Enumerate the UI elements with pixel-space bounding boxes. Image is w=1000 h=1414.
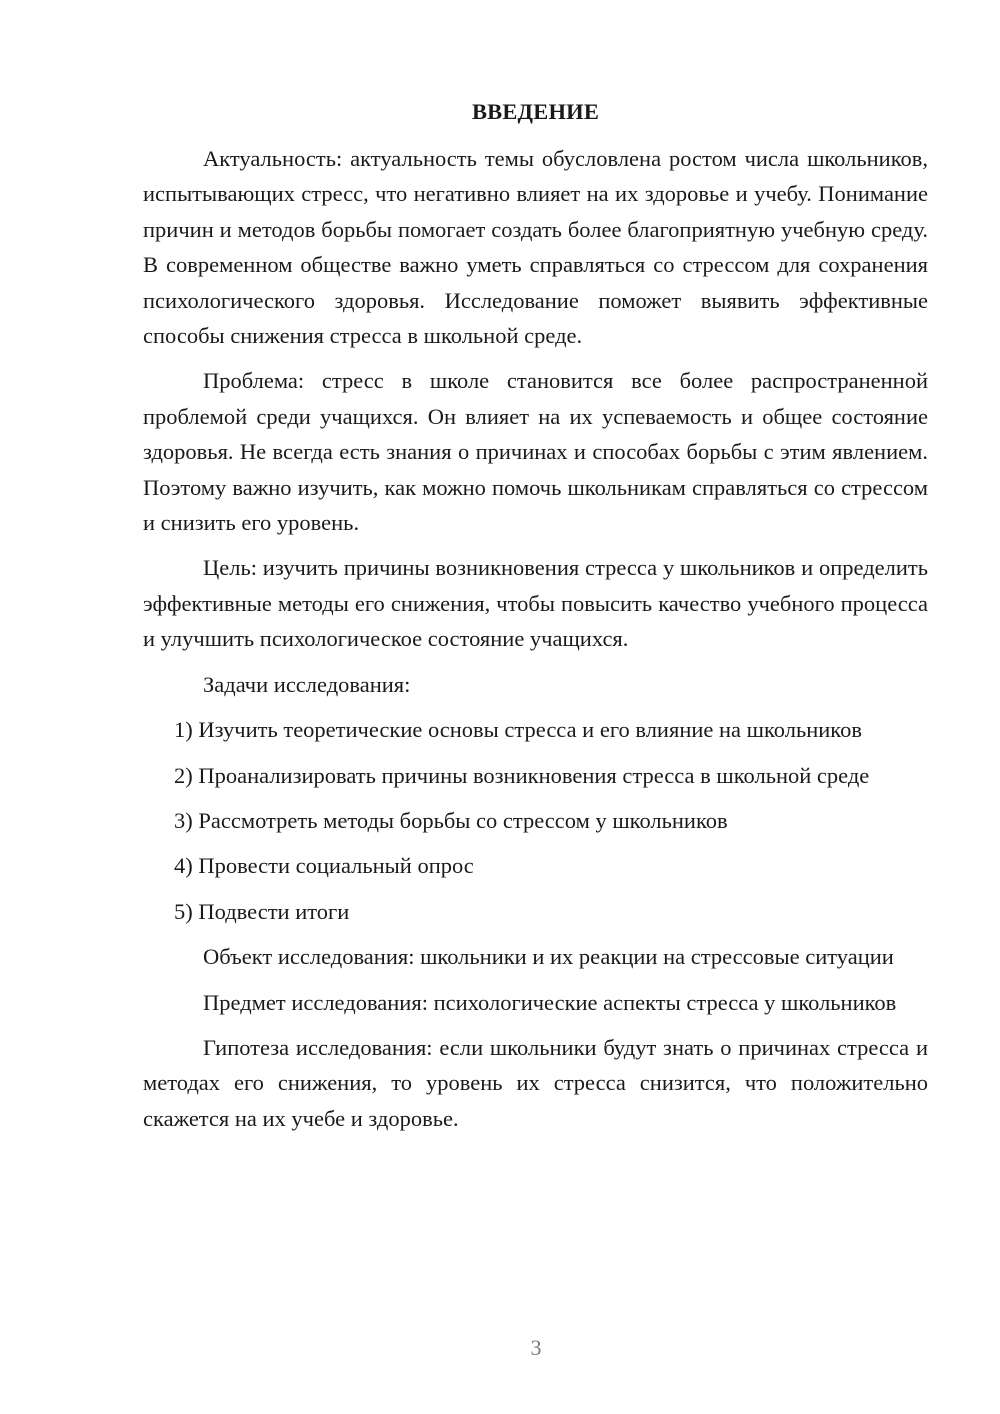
page-number: 3 [530,1335,542,1360]
task-item-1: 1) Изучить теоретические основы стресса и его влияние на школьников [174,717,862,743]
document-title: ВВЕДЕНИЕ [471,99,600,124]
page-content [143,94,928,1146]
hypothesis-paragraph: Гипотеза исследования: если школьники будут знать о причинах стресса и методах его снижения, то уровень их стресса снизится, что положительно скажется на их учебе и здоровье. [143,1034,928,1131]
task-item-5: 5) Подвести итоги [174,898,350,924]
task-item-4: 4) Провести социальный опрос [174,853,474,879]
object-paragraph: Объект исследования: школьники и их реакции на стрессовые ситуации [203,944,894,970]
tasks-heading: Задачи исследования: [203,671,411,697]
goal-paragraph: Цель: изучить причины возникновения стресса у школьников и определить эффективные методы его снижения, чтобы повысить качество учебного процесса и улучшить психологическое состояние учащихся. [143,555,928,652]
subject-paragraph: Предмет исследования: психологические аспекты стресса у школьников [203,989,897,1015]
relevance-paragraph: Актуальность: актуальность темы обусловлена ростом числа школьников, испытывающих стресс, что негативно влияет на их здоровье и учебу. Понимание причин и методов борьбы помогает создать более благоприятную учебную среду. В современном обществе важно уметь справляться со стрессом для сохранения психологического здоровья. Исследование поможет выявить эффективные способы снижения стресса в школьной среде. [143,146,928,349]
task-item-2: 2) Проанализировать причины возникновения стресса в школьной среде [174,762,870,788]
problem-paragraph: Проблема: стресс в школе становится все более распространенной проблемой среди учащихся. Он влияет на их успеваемость и общее состояние здоровья. Не всегда есть знания о причинах и способах борьбы с этим явлением. Поэтому важно изучить, как можно помочь школьникам справляться со стрессом и снизить его уровень. [143,368,928,536]
task-item-3: 3) Рассмотреть методы борьбы со стрессом у школьников [174,807,728,833]
